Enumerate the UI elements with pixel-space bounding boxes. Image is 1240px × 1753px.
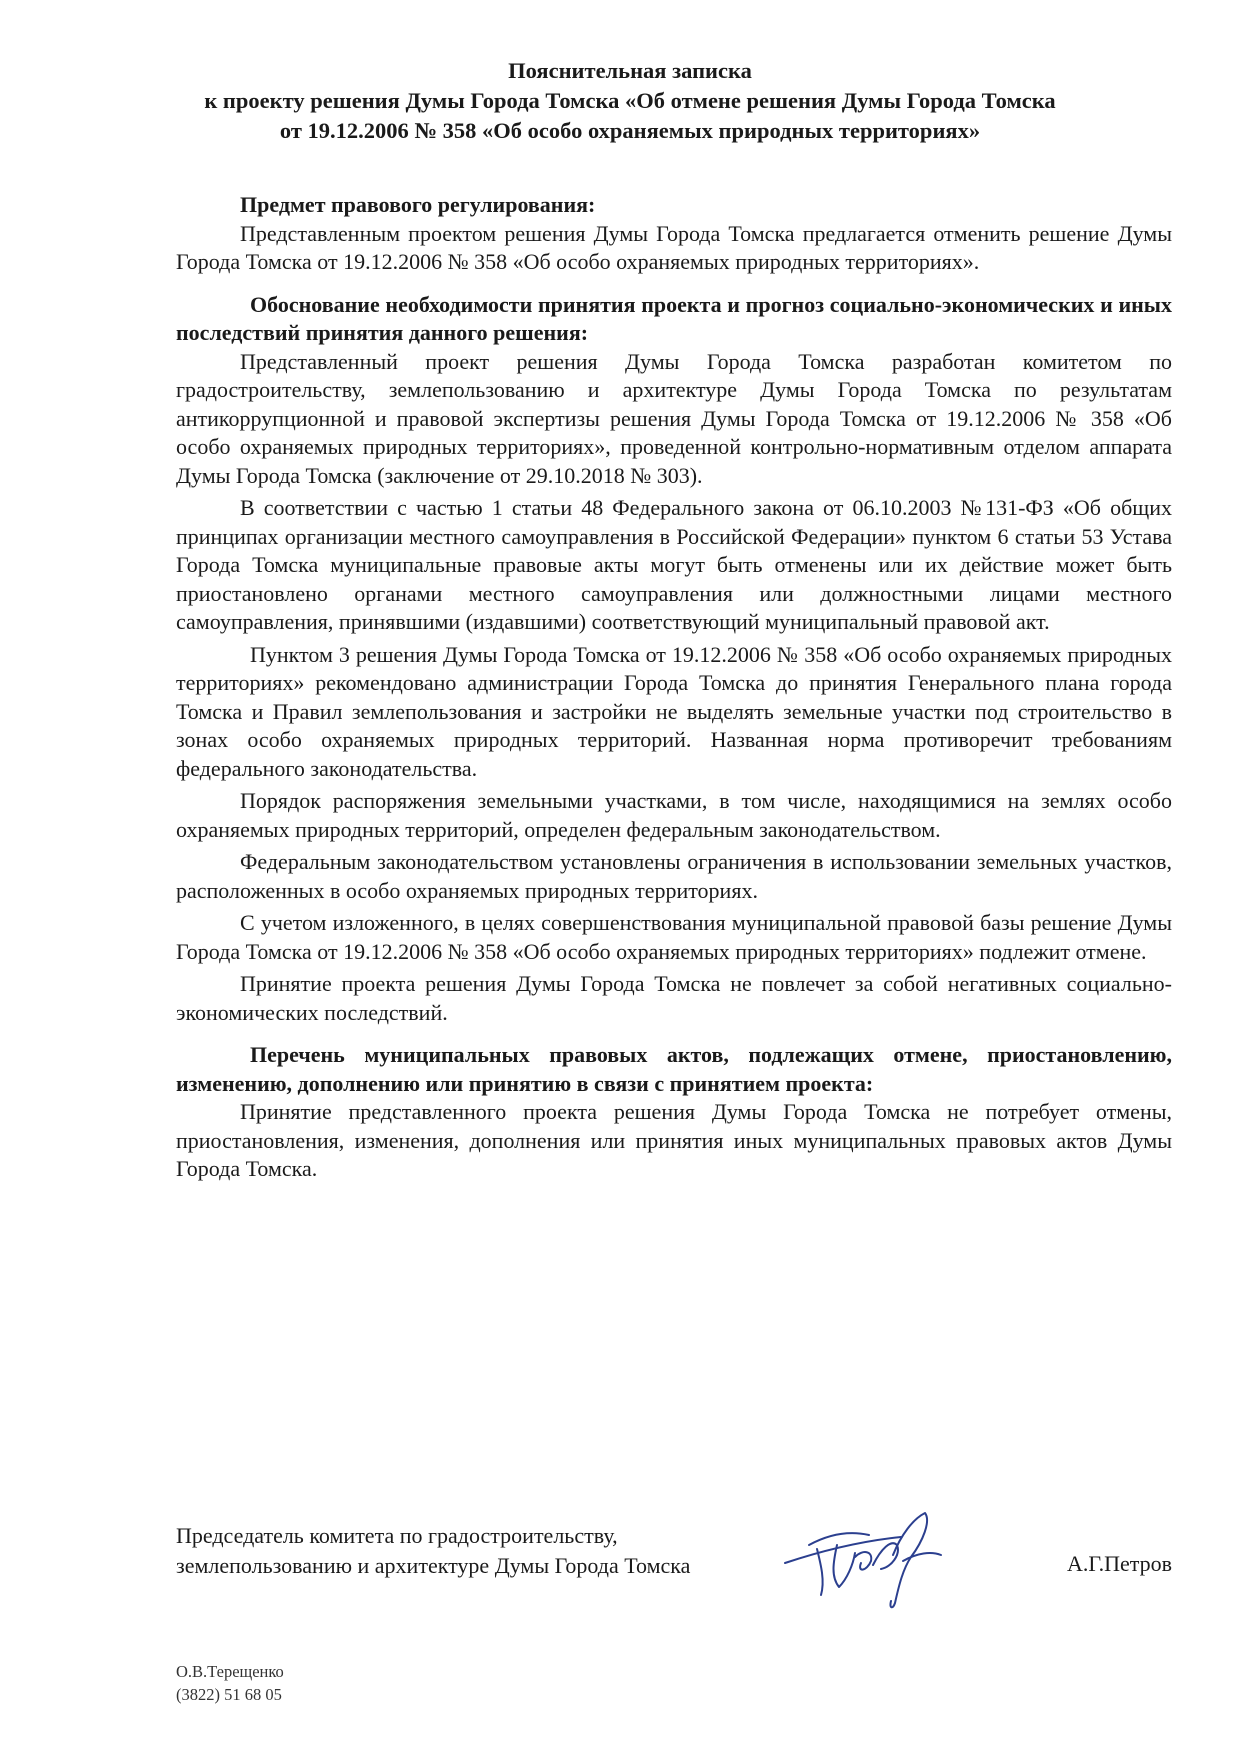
document-title — [150, 56, 1110, 146]
section-2-paragraph-5: Федеральным законодательством установлены ограничения в использовании земельных участков, расположенных в особо охраняемых природных территориях. — [176, 849, 1172, 903]
title-line-3: от 19.12.2006 № 358 «Об особо охраняемых природных территориях» — [279, 118, 981, 143]
section-1-paragraph: Представленным проектом решения Думы Города Томска предлагается отменить решение Думы Города Томска от 19.12.2006 № 358 «Об особо охраняемых природных территориях». — [176, 220, 1172, 274]
title-line-1: Пояснительная записка — [508, 58, 752, 83]
executor-name: О.В.Терещенко — [176, 1662, 284, 1681]
section-2-paragraph-3: Пунктом 3 решения Думы Города Томска от 19.12.2006 № 358 «Об особо охраняемых природных территориях» рекомендовано администрации Города Томска до принятия Генерального плана города Томска и Правил землепользования и застройки не выделять земельные участки под строительство в зонах особо охраняемых природных территорий. Названная норма противоречит требованиям федерального законодательства. — [176, 641, 1172, 781]
section-1-heading: Предмет правового регулирования: — [240, 192, 596, 217]
signer-position-line-1: Председатель комитета по градостроительству, — [176, 1523, 618, 1548]
section-2-paragraph-6: С учетом изложенного, в целях совершенствования муниципальной правовой базы решение Думы Города Томска от 19.12.2006 № 358 «Об особо охраняемых природных территориях» подлежит отмене. — [176, 910, 1172, 964]
section-3-paragraph: Принятие представленного проекта решения Думы Города Томска не потребует отмены, приостановления, изменения, дополнения или принятия иных муниципальных правовых актов Думы Города Томска. — [176, 1099, 1172, 1181]
handwritten-signature — [781, 1505, 981, 1615]
signer-name: А.Г.Петров — [1066, 1551, 1172, 1576]
section-2-paragraph-4: Порядок распоряжения земельными участками, в том числе, находящимися на землях особо охраняемых природных территорий, определен федеральным законодательством. — [176, 788, 1172, 842]
section-2-paragraph-1: Представленный проект решения Думы Города Томска разработан комитетом по градостроительству, землепользованию и архитектуре Думы Города Томска по результатам антикоррупционной и правовой экспертизы решения Думы Города Томска от 19.12.2006 № 358 «Об особо охраняемых природных территориях», проведенной контрольно-нормативным отделом аппарата Думы Города Томска (заключение от 29.10.2018 № 303). — [176, 348, 1172, 488]
section-3-heading: Перечень муниципальных правовых актов, подлежащих отмене, приостановлению, изменению, дополнению или принятию в связи с принятием проекта: — [176, 1042, 1172, 1096]
section-2-paragraph-2: В соответствии с частью 1 статьи 48 Федерального закона от 06.10.2003 №131-ФЗ «Об общих принципах организации местного самоуправления в Российской Федерации» пунктом 6 статьи 53 Устава Города Томска муниципальные правовые акты могут быть отменены или их действие может быть приостановлено органами местного самоуправления или должностными лицами местного самоуправления, принявшими (издавшими) соответствующий муниципальный правовой акт. — [176, 495, 1172, 634]
section-2-heading: Обоснование необходимости принятия проекта и прогноз социально-экономических и иных последствий принятия данного решения: — [176, 291, 1172, 345]
executor-footer — [176, 1660, 284, 1706]
executor-phone: (3822) 51 68 05 — [176, 1685, 282, 1704]
section-2-paragraph-7: Принятие проекта решения Думы Города Томска не повлечет за собой негативных социально-экономических последствий. — [176, 971, 1172, 1025]
document-body — [176, 191, 1172, 1184]
signature-block — [176, 1521, 1172, 1581]
title-line-2: к проекту решения Думы Города Томска «Об отмене решения Думы Города Томска — [204, 88, 1056, 113]
signer-position-line-2: землепользованию и архитектуре Думы Города Томска — [176, 1553, 691, 1578]
